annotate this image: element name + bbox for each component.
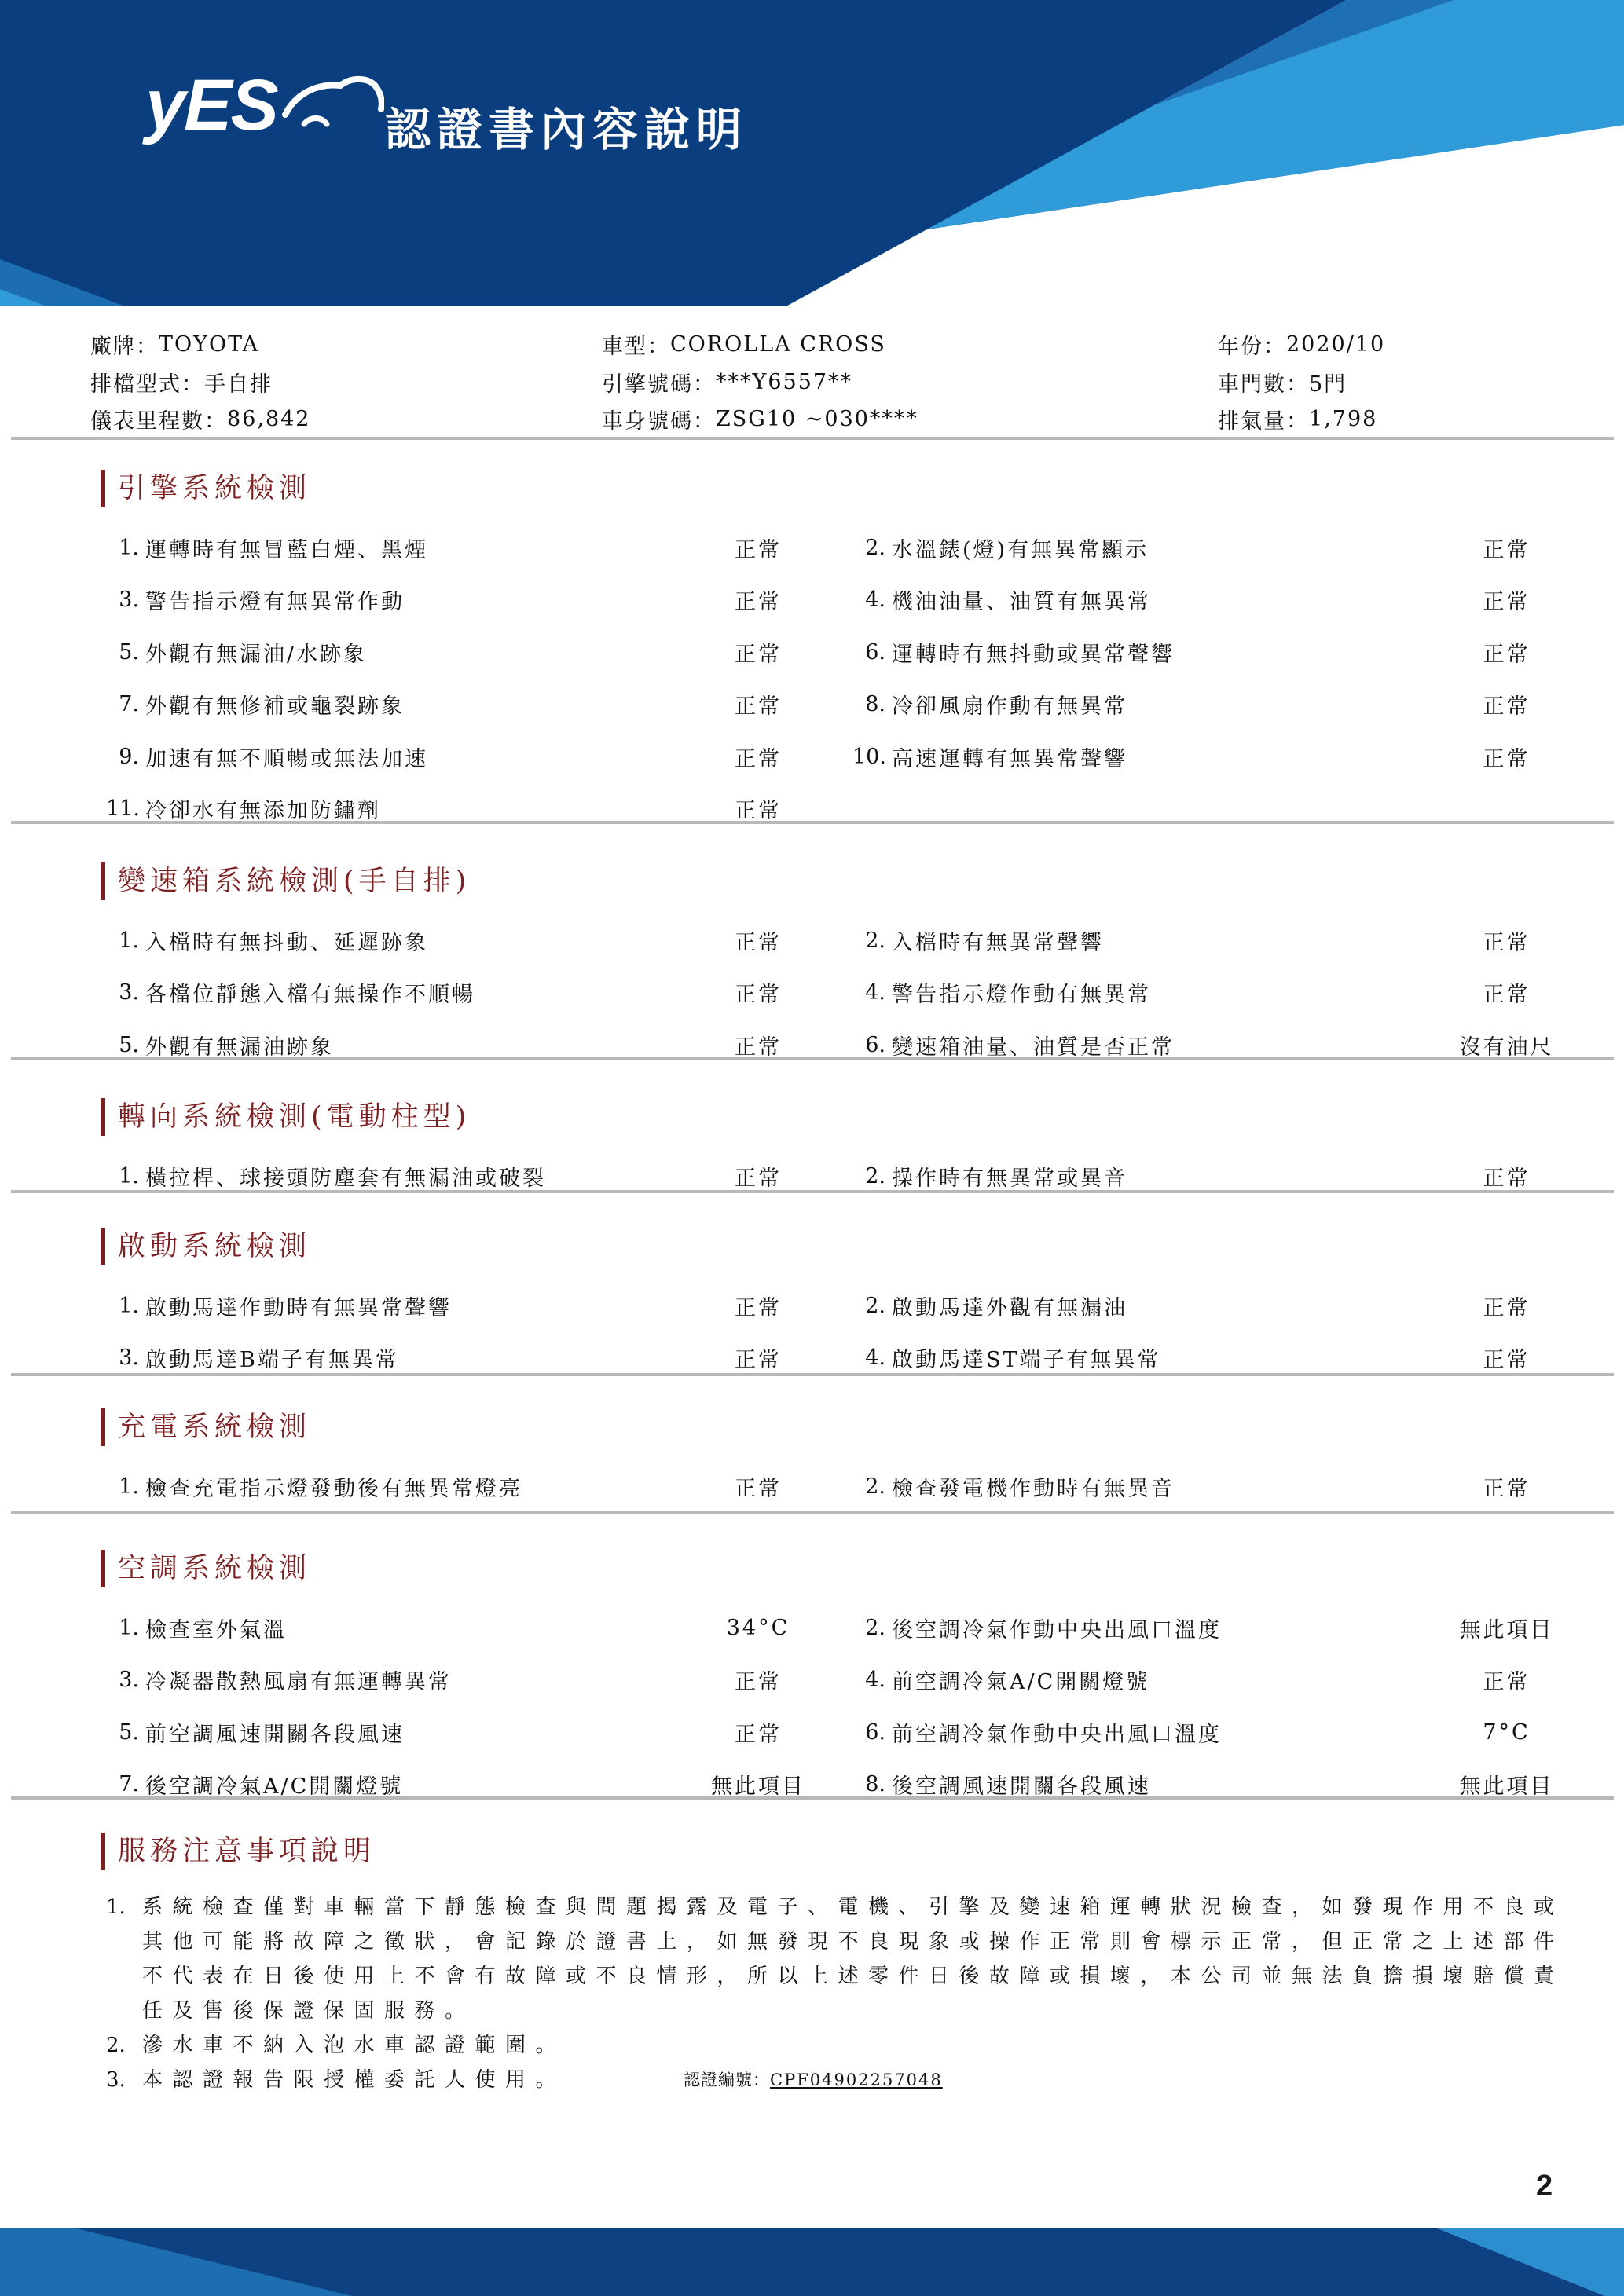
- item-text: 前空調冷氣A/C開關燈號: [892, 1670, 1150, 1695]
- section-title: 轉向系統檢測(電動柱型): [101, 1098, 471, 1136]
- inspection-row: [106, 967, 1603, 1020]
- info-label: 車門數：: [1218, 372, 1309, 397]
- item-text: 啟動馬達外觀有無漏油: [892, 1295, 1127, 1320]
- info-label: 年份：: [1218, 335, 1286, 360]
- item-number: 1.: [119, 1163, 139, 1188]
- item-status: 正常: [1483, 590, 1531, 615]
- info-value: COROLLA CROSS: [670, 332, 886, 357]
- item-status: 正常: [735, 746, 782, 771]
- certificate-number-field: [684, 2063, 943, 2097]
- vehicle-info-field: [90, 401, 602, 438]
- note-text: 系統檢查僅對車輛當下靜態檢查與問題揭露及電子、電機、引擎及變速箱運轉狀況檢查，如發現作用不良或其他可能將故障之徵狀，會記錄於證書上，如無發現不良現象或操作正常則會標示正常，但正常之上述部件不代表在日後使用上不會有故障或不良情形，所以上述零件日後故障或損壞，本公司並無法負擔損壞賠償責任及售後保證保固服務。: [142, 1895, 1564, 2023]
- item-text: 檢查室外氣溫: [145, 1617, 287, 1642]
- item-text: 入檔時有無異常聲響: [892, 930, 1104, 955]
- vehicle-info-field: [90, 326, 602, 364]
- vehicle-info-field: [602, 326, 1218, 364]
- info-value: ZSG10 ~030****: [716, 407, 918, 432]
- item-status: 正常: [735, 1348, 782, 1373]
- inspection-row: [106, 1150, 1603, 1203]
- info-label: 儀表里程數：: [90, 409, 227, 434]
- info-value: 86,842: [227, 407, 311, 432]
- item-number: 10.: [852, 744, 886, 769]
- logo-car-icon: [282, 72, 384, 138]
- inspection-section: [101, 470, 1603, 835]
- separator-line: [11, 437, 1614, 440]
- item-status: 正常: [1483, 1348, 1531, 1373]
- item-number: 1.: [119, 1615, 139, 1640]
- item-status: 正常: [735, 694, 782, 720]
- item-status: 正常: [735, 930, 782, 955]
- vehicle-info-field: [602, 364, 1218, 401]
- service-note: [106, 1890, 1603, 2028]
- inspection-section: [101, 862, 1603, 1071]
- inspection-row: [106, 1602, 1603, 1654]
- item-status: 無此項目: [1459, 1617, 1554, 1642]
- item-status: 無此項目: [711, 1774, 805, 1800]
- inspection-row: [106, 1019, 1603, 1071]
- section-rows: [106, 1150, 1603, 1203]
- item-number: 7.: [119, 692, 139, 717]
- item-number: 6.: [865, 639, 885, 665]
- item-status: 34°C: [726, 1615, 790, 1640]
- item-status: 正常: [1483, 930, 1531, 955]
- item-number: 2.: [865, 1163, 885, 1188]
- inspection-row: [106, 574, 1603, 627]
- item-text: 檢查充電指示燈發動後有無異常燈亮: [145, 1476, 522, 1501]
- section-rows: [106, 522, 1603, 835]
- item-status: 正常: [1483, 694, 1531, 720]
- yes-logo: [145, 65, 384, 145]
- section-title: 引擎系統檢測: [101, 470, 311, 507]
- inspection-section: [101, 1098, 1603, 1203]
- item-text: 入檔時有無抖動、延遲跡象: [145, 930, 428, 955]
- info-label: 排檔型式：: [90, 372, 204, 397]
- info-value: 手自排: [204, 372, 273, 397]
- note-number: 1.: [106, 1895, 126, 1919]
- section-title: 充電系統檢測: [101, 1408, 311, 1446]
- item-status: 沒有油尺: [1459, 1034, 1554, 1060]
- item-number: 5.: [119, 639, 139, 665]
- inspection-row: [106, 1332, 1603, 1385]
- item-text: 橫拉桿、球接頭防塵套有無漏油或破裂: [145, 1166, 546, 1191]
- item-text: 冷卻水有無添加防鏽劑: [145, 799, 381, 824]
- info-label: 排氣量：: [1218, 409, 1309, 434]
- page-number: 2: [1536, 2170, 1553, 2203]
- item-text: 啟動馬達作動時有無異常聲響: [145, 1295, 452, 1320]
- info-label: 車身號碼：: [602, 409, 716, 434]
- info-label: 車型：: [602, 335, 670, 360]
- inspection-row: [106, 731, 1603, 783]
- item-text: 高速運轉有無異常聲響: [892, 746, 1127, 771]
- item-number: 3.: [119, 1346, 139, 1371]
- item-status: 正常: [735, 983, 782, 1008]
- info-value: 2020/10: [1286, 332, 1386, 357]
- info-value: ***Y6557**: [716, 369, 853, 394]
- vehicle-info-field: [1218, 364, 1607, 401]
- item-number: 9.: [119, 744, 139, 769]
- item-number: 3.: [119, 980, 139, 1005]
- section-rows: [106, 1280, 1603, 1384]
- item-number: 5.: [119, 1032, 139, 1057]
- inspection-row: [106, 1759, 1603, 1811]
- info-label: 引擎號碼：: [602, 372, 716, 397]
- item-text: 冷卻風扇作動有無異常: [892, 694, 1127, 720]
- item-status: 正常: [735, 1166, 782, 1191]
- section-title: 變速箱系統檢測(手自排): [101, 862, 471, 900]
- note-text: 本認證報告限授權委託人使用。: [142, 2068, 566, 2092]
- vehicle-info-field: [1218, 326, 1607, 364]
- item-status: 正常: [735, 642, 782, 667]
- footer-shape-medium-blue: [0, 2228, 1624, 2296]
- item-number: 2.: [865, 535, 885, 560]
- item-text: 後空調風速開關各段風速: [892, 1774, 1151, 1800]
- item-text: 外觀有無漏油跡象: [145, 1034, 334, 1060]
- item-number: 8.: [865, 1772, 885, 1797]
- item-text: 各檔位靜態入檔有無操作不順暢: [145, 983, 475, 1008]
- item-text: 前空調冷氣作動中央出風口溫度: [892, 1722, 1222, 1747]
- item-status: 正常: [1483, 1670, 1531, 1695]
- item-text: 後空調冷氣作動中央出風口溫度: [892, 1617, 1222, 1642]
- item-status: 正常: [735, 799, 782, 824]
- item-number: 7.: [119, 1772, 139, 1797]
- item-text: 啟動馬達B端子有無異常: [145, 1348, 399, 1373]
- vehicle-info-field: [90, 364, 602, 401]
- inspection-section: [101, 1408, 1603, 1513]
- item-status: 正常: [735, 1034, 782, 1060]
- certificate-number-label: 認證編號：: [684, 2071, 771, 2089]
- yes-logo-text: yES: [145, 65, 277, 145]
- item-number: 1.: [119, 928, 139, 953]
- item-number: 2.: [865, 1293, 885, 1318]
- section-title: 啟動系統檢測: [101, 1228, 311, 1265]
- section-rows: [106, 914, 1603, 1071]
- info-value: 5門: [1309, 372, 1347, 397]
- item-text: 機油油量、油質有無異常: [892, 590, 1151, 615]
- item-status: 正常: [1483, 1476, 1531, 1501]
- inspection-row: [106, 679, 1603, 731]
- section-rows: [106, 1460, 1603, 1513]
- inspection-row: [106, 1460, 1603, 1513]
- item-text: 變速箱油量、油質是否正常: [892, 1034, 1175, 1060]
- item-number: 2.: [865, 928, 885, 953]
- item-number: 11.: [106, 796, 140, 822]
- info-value: 1,798: [1309, 407, 1378, 432]
- item-number: 2.: [865, 1615, 885, 1640]
- inspection-row: [106, 626, 1603, 679]
- inspection-row: [106, 1706, 1603, 1759]
- item-status: 正常: [735, 1295, 782, 1320]
- item-number: 4.: [865, 1668, 885, 1693]
- item-text: 加速有無不順暢或無法加速: [145, 746, 428, 771]
- header-band: [0, 0, 1624, 306]
- inspection-row: [106, 522, 1603, 574]
- item-number: 3.: [119, 588, 139, 613]
- service-notes-list: [106, 1890, 1603, 2097]
- inspection-row: [106, 914, 1603, 967]
- info-label: 廠牌：: [90, 335, 159, 360]
- inspection-section: [101, 1550, 1603, 1811]
- item-text: 外觀有無修補或龜裂跡象: [145, 694, 405, 720]
- vehicle-info: [90, 326, 1607, 438]
- item-text: 操作時有無異常或異音: [892, 1166, 1127, 1191]
- item-number: 4.: [865, 588, 885, 613]
- item-number: 2.: [865, 1474, 885, 1499]
- note-number: 2.: [106, 2034, 126, 2057]
- vehicle-info-field: [602, 401, 1218, 438]
- note-number: 3.: [106, 2068, 126, 2092]
- item-number: 8.: [865, 692, 885, 717]
- inspection-section: [101, 1228, 1603, 1384]
- page-title: 認證書內容說明: [385, 104, 749, 156]
- item-number: 6.: [865, 1719, 885, 1745]
- section-rows: [106, 1602, 1603, 1811]
- item-number: 4.: [865, 980, 885, 1005]
- service-notes-section: [101, 1833, 1603, 2097]
- item-text: 運轉時有無抖動或異常聲響: [892, 642, 1175, 667]
- item-text: 檢查發電機作動時有無異音: [892, 1476, 1175, 1501]
- item-status: 正常: [735, 1722, 782, 1747]
- certificate-number: CPF04902257048: [770, 2071, 943, 2089]
- item-status: 正常: [735, 537, 782, 562]
- item-text: 警告指示燈有無異常作動: [145, 590, 405, 615]
- item-status: 正常: [735, 1476, 782, 1501]
- inspection-row: [106, 783, 1603, 836]
- item-status: 7°C: [1483, 1719, 1531, 1745]
- item-status: 正常: [1483, 1166, 1531, 1191]
- item-text: 啟動馬達ST端子有無異常: [892, 1348, 1161, 1373]
- footer-band: [0, 2228, 1624, 2296]
- vehicle-info-field: [1218, 401, 1607, 438]
- info-value: TOYOTA: [159, 332, 260, 357]
- item-status: 正常: [735, 590, 782, 615]
- item-number: 4.: [865, 1346, 885, 1371]
- item-number: 1.: [119, 1474, 139, 1499]
- section-title: 服務注意事項說明: [101, 1833, 376, 1870]
- note-text: 滲水車不納入泡水車認證範圍。: [142, 2034, 566, 2057]
- section-title: 空調系統檢測: [101, 1550, 311, 1587]
- item-status: 正常: [1483, 537, 1531, 562]
- item-status: 正常: [735, 1670, 782, 1695]
- inspection-row: [106, 1280, 1603, 1332]
- inspection-row: [106, 1654, 1603, 1707]
- item-text: 外觀有無漏油/水跡象: [145, 642, 368, 667]
- item-status: 無此項目: [1459, 1774, 1554, 1800]
- service-note: [106, 2028, 1603, 2063]
- item-number: 3.: [119, 1668, 139, 1693]
- service-note: [106, 2063, 1603, 2097]
- item-number: 6.: [865, 1032, 885, 1057]
- item-text: 水溫錶(燈)有無異常顯示: [892, 537, 1149, 562]
- item-number: 5.: [119, 1719, 139, 1745]
- item-status: 正常: [1483, 746, 1531, 771]
- item-status: 正常: [1483, 1295, 1531, 1320]
- item-text: 警告指示燈作動有無異常: [892, 983, 1151, 1008]
- item-status: 正常: [1483, 642, 1531, 667]
- item-number: 1.: [119, 535, 139, 560]
- item-text: 後空調冷氣A/C開關燈號: [145, 1774, 404, 1800]
- item-text: 冷凝器散熱風扇有無運轉異常: [145, 1670, 452, 1695]
- item-text: 前空調風速開關各段風速: [145, 1722, 405, 1747]
- item-number: 1.: [119, 1293, 139, 1318]
- item-status: 正常: [1483, 983, 1531, 1008]
- item-text: 運轉時有無冒藍白煙、黑煙: [145, 537, 428, 562]
